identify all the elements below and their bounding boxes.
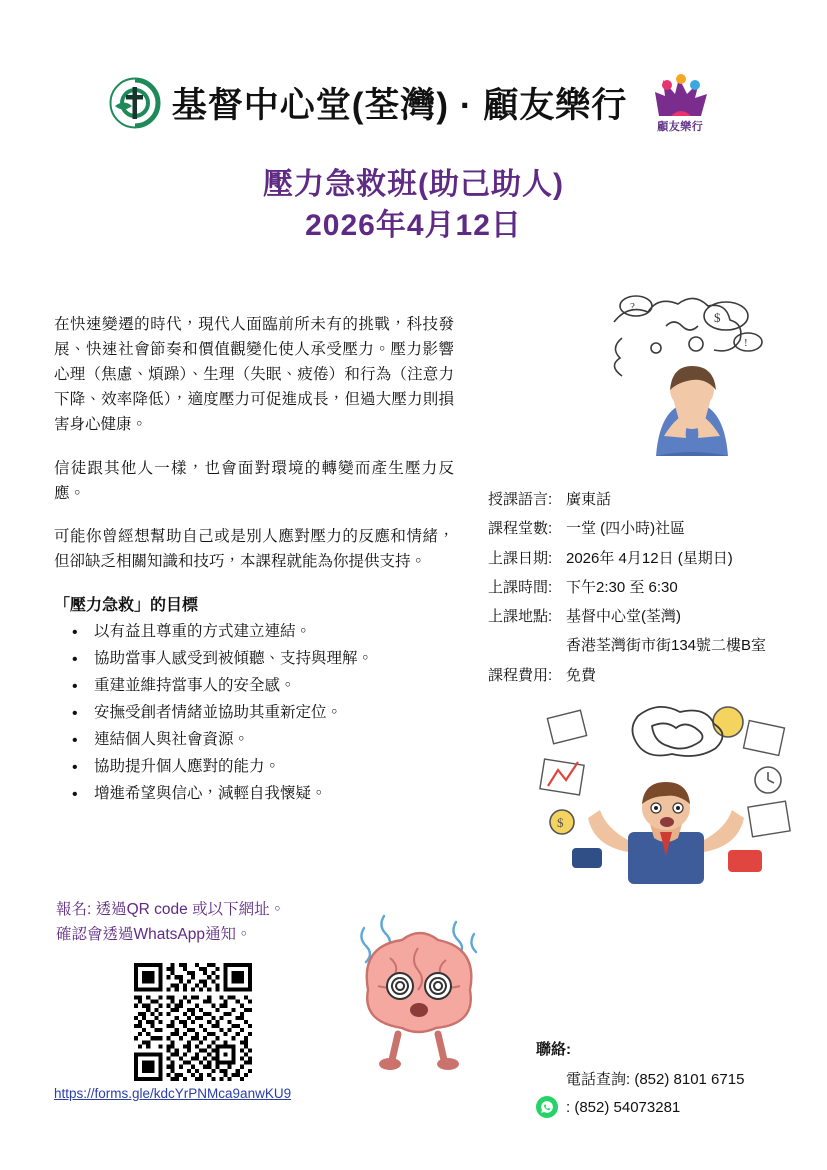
info-label: 課程堂數: [488,520,553,538]
list-item: • 協助當事人感受到被傾聽、支持與理解。 [80,646,454,673]
info-value: 基督中心堂(荃灣) [566,608,681,625]
svg-text:$: $ [557,815,564,830]
contact-title: 聯絡: [536,1041,571,1058]
info-label: 課程費用: [488,666,553,684]
info-row-venue [488,602,818,631]
registration-qr-code[interactable] [134,963,252,1081]
course-title: 壓力急救班(助己助人) [263,168,564,201]
signup-line-1: 報名: 透過QR code 或以下網址。 [56,901,286,918]
svg-text:?: ? [630,301,635,313]
church-center-logo [108,76,162,130]
svg-text:!: ! [744,337,748,349]
contact-phone: 電話查詢: (852) 8101 6715 [566,1070,745,1088]
info-row-sessions [488,514,818,543]
info-row-fee [488,661,818,690]
goals-heading: 「壓力急救」的目標 [54,596,199,614]
goals-list [54,619,454,808]
page-header [0,68,827,138]
course-date-title: 2026年4月12日 [305,208,522,242]
signup-instructions [56,898,386,948]
info-value: 廣東話 [566,491,612,508]
info-value: 下午2:30 至 6:30 [566,578,678,596]
page-title: 基督中心堂(荃灣) · 顧友樂行 [171,86,628,125]
description-column [54,312,454,808]
ministry-logo [641,72,719,134]
info-label: 上課時間: [488,578,553,596]
dizzy-brain-character-illustration [338,906,500,1078]
signup-line-2: 確認會透過WhatsApp通知。 [56,925,252,943]
svg-text:$: $ [714,310,721,325]
info-label: 上課日期: [488,549,553,567]
info-row-language [488,485,818,514]
whatsapp-icon[interactable] [536,1096,558,1118]
ministry-logo-caption: 顧友樂行 [657,121,704,133]
info-value: 一堂 (四小時)社區 [566,520,686,538]
list-item: • 以有益且尊重的方式建立連結。 [80,619,454,646]
list-item: • 增進希望與信心，減輕自我懷疑。 [80,781,454,808]
registration-form-link[interactable]: https://forms.gle/kdcYrPNMca9anwKU9 [54,1086,292,1101]
contact-whatsapp: : (852) 54073281 [566,1098,681,1116]
contact-whatsapp-row [536,1094,816,1122]
info-row-date [488,544,818,573]
contact-block [536,1036,816,1121]
info-venue-address: 香港荃灣街市街134號二樓B室 [566,637,767,655]
paragraph-2: 信徒跟其他人一樣，也會面對環境的轉變而產生壓力反應。 [54,459,454,502]
course-title-block [0,165,827,246]
info-label: 上課地點: [488,608,553,625]
paragraph-1: 在快速變遷的時代，現代人面臨前所未有的挑戰，科技發展、快速社會節奏和價值觀變化使人承受壓力。壓力影響心理（焦慮、煩躁）、生理（失眠、疲倦）和行為（注意力下降、效率降低），適度壓力可促進成長，但過大壓力則損害身心健康。 [54,316,454,434]
info-row-time [488,573,818,602]
overwhelmed-office-worker-illustration [532,700,800,890]
info-value: 免費 [566,666,597,684]
info-value: 2026年 4月12日 (星期日) [566,549,733,567]
list-item: • 安撫受創者情緒並協助其重新定位。 [80,700,454,727]
list-item: • 協助提升個人應對的能力。 [80,754,454,781]
paragraph-3: 可能你曾經想幫助自己或是別人應對壓力的反應和情緒，但卻缺乏相關知識和技巧，本課程就能為你提供支持。 [54,527,454,570]
list-item: • 連結個人與社會資源。 [80,727,454,754]
contact-phone-row [536,1066,816,1094]
stressed-person-thought-bubbles-illustration [596,286,786,471]
list-item: • 重建並維持當事人的安全感。 [80,673,454,700]
info-label: 授課語言: [488,491,553,508]
course-info-block [488,485,818,690]
